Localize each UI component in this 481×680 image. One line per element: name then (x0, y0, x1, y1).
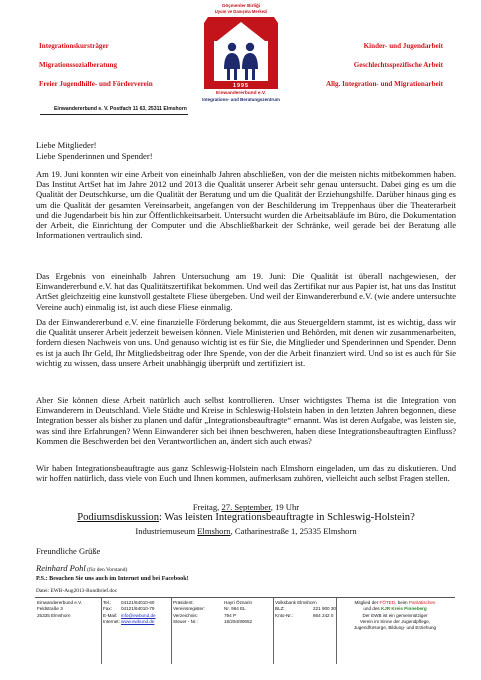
footer-phone: 04121/64010-60 (121, 600, 155, 605)
footer-separator-3 (273, 598, 274, 664)
event-date-day: 27. September (221, 502, 271, 512)
file-reference: Datei: EWB-Aug2013-Rundbrief.doc (36, 588, 118, 594)
event-title (36, 512, 456, 523)
footer-membership-line-1: Mitglied der FÖTED, beim Paritätischen (354, 600, 436, 605)
footer-label-internet: Internet: (103, 618, 120, 624)
footer-contact-values (121, 600, 156, 625)
footer-membership-line-4: Verein im Sinne der Jugendpflege, (359, 618, 431, 624)
logo-bottom-line-1: Einwandererbund e.V. (216, 91, 266, 96)
footer-membership-line-2: und des KJR Kreis Pinneberg (363, 606, 427, 612)
footer-bank-labels (275, 600, 317, 619)
header-left-line-3: Freier Jugendhilfe- und Förderverein (39, 80, 153, 88)
footer-address-line-3: 25335 Elmshorn (37, 612, 71, 618)
footer-contact-labels (103, 600, 120, 625)
signature-name: Reinhard Pohl (36, 563, 86, 573)
footer-address-line-2: Feldstraße 3 (37, 606, 63, 612)
event-venue-address: , Catharinestraße 1, 25335 Elmshorn (230, 526, 357, 536)
footer-separator-2 (171, 598, 172, 664)
footer-label-account: Knto-Nr.: (275, 612, 294, 618)
postscript: P.S.: Besuchen Sie uns auch im Internet und bei Facebook! (36, 576, 189, 582)
footer-email-link[interactable]: info@ewbund.de (121, 612, 156, 618)
footer-membership (339, 600, 451, 631)
footer-bank-values (313, 600, 336, 619)
footer-label-directory: Verzeichnis: (173, 612, 198, 618)
event-date-time: , 19 Uhr (270, 502, 300, 512)
paragraph-3: Da der Einwandererbund e.V. eine finanzielle Förderung bekommt, die aus Steuergeldern stammt, ist es wichtig, dass wir die Qualität unserer Arbeit jederzeit beweisen können. Viele Ministerien und Behörden, mit denen wir zusammenarbeiten, fordern diesen Nachweis von uns. Und genauso wichtig ist es für Sie, die Mitglieder und Spenderinnen und Spender. Denn es ist ja auch Ihr Geld, Ihr Mitgliedsbeitrag oder Ihre Spende, von der die Arbeit finanziert wird. Und so ist es auch für Sie wichtig zu wissen, dass unsere Arbeit unabhängig überprüft und zertifiziert ist. (36, 317, 456, 368)
footer-separator-1 (101, 598, 102, 664)
salutation-members: Liebe Mitglieder! (36, 140, 97, 150)
footer-account: 864 242 0 (313, 612, 334, 618)
footer-president: Hayri Öznarin (224, 600, 253, 605)
footer-label-phone: Tel.: (103, 600, 112, 605)
event-venue-prefix: Industriemuseum (135, 526, 198, 536)
signature (36, 563, 127, 573)
paragraph-4: Aber Sie können diese Arbeit natürlich auch selbst kontrollieren. Unser wichtigstes Thema ist die Integration von Einwanderern in Deutschland. Viele Städte und Kreise in Schleswig-Holstein haben in den letzten Jahren begonnen, diese Integration besser als bisher zu planen und dafür „Integrationsbeauftragte“ ernannt. Was ist deren Aufgabe, was leisten sie, was sind ihre Erfahrungen? Wenn Einwanderer sich bei ihnen beschweren, haben diese Integrationsbeauftragten Einfluss? Kommen die Beschwerden bei den Verantwortlichen an, ändert sich auch etwas? (36, 395, 456, 446)
event-title-type: Podiumsdiskussion (77, 512, 160, 523)
signature-role: (für den Vorstand) (85, 567, 128, 573)
event-date-prefix: Freitag, (192, 502, 222, 512)
logo-top-line-2: Uyum ve Danışma Merkezi (214, 9, 268, 14)
paragraph-1: Am 19. Juni konnten wir eine Arbeit von eineinhalb Jahren abschließen, von der die meisten nichts mitbekommen haben. Das Institut ArtSet hat im Jahre 2012 und 2013 die Qualität unserer Arbeit sehr genau untersucht. Dabei ging es um die Qualität der Deutschkurse, um die Qualität der Beratung und um die Qualität der Erziehungshilfe. Darüber hinaus ging es um die Qualität der gesamten Vereinsarbeit, angefangen von der Beschilderung im Treppenhaus über die Theaterarbeit und die Jugendarbeit bis hin zur Öffentlichkeitsarbeit. Untersucht wurden die Arbeitsabläufe im Büro, die Dokumentation der Arbeit, die Einrichtung der Computer und die Abschließbarkeit der Schränke, weil gerade bei der Beratung alle Informationen vertraulich sind. (36, 169, 456, 241)
event-venue (36, 526, 456, 536)
organization-logo (182, 3, 300, 103)
logo-bottom-line-2: Integrations- und Beratungszentrum (202, 97, 280, 102)
footer-label-blz: BLZ: (275, 606, 285, 612)
footer-label-tax: Steuer - Nr.: (173, 618, 198, 624)
footer-label-register: Vereinsregister: (173, 606, 205, 612)
footer-address-line-1: Einwandererbund e.V. (37, 600, 83, 605)
footer-divider (35, 597, 455, 598)
salutation-donors: Liebe Spenderinnen und Spender! (36, 151, 153, 161)
paragraph-5: Wir haben Integrationsbeauftragte aus ganz Schleswig-Holstein nach Elmshorn eingeladen, um das zu diskutieren. Und wir hoffen natürlich, dass viele von Euch und Ihnen kommen, aufmerksam zuhören, vielleicht auch selbst Fragen stellen. (36, 463, 456, 484)
footer-bank-name: Volksbank Elmshorn (275, 600, 317, 605)
footer-label-president: Präsident: (173, 600, 194, 605)
closing-greeting: Freundliche Grüße (36, 546, 101, 556)
sender-line: Einwandererbund e. V. Postfach 11 63, 25311 Elmshorn (54, 106, 187, 112)
footer-label-fax: Fax: (103, 606, 112, 612)
footer-website-link[interactable]: www.ewbund.de (121, 618, 155, 624)
event-title-topic: : Was leisten Integrationsbeauftragte in Schleswig-Holstein? (159, 512, 415, 523)
footer-legal-labels (173, 600, 205, 625)
footer-fax: 04121/64010-79 (121, 606, 155, 612)
footer-separator-4 (336, 598, 337, 664)
footer-membership-line-3: Der EWB ist ein gemeinnütziger (362, 612, 428, 618)
header-left-line-1: Integrationskursträger (39, 42, 109, 50)
footer-tax-number: 18/294/80652 (224, 618, 253, 624)
footer-address (37, 600, 82, 619)
footer-legal-values (224, 600, 252, 625)
header-right-line-3: Allg. Integration- und Migrationarbeit (325, 80, 443, 88)
header-right-line-1: Kinder- und Jugendarbeit (363, 42, 443, 50)
paragraph-2: Das Ergebnis von eineinhalb Jahren Untersuchung am 19. Juni: Die Qualität ist überall nachgewiesen, der Einwandererbund e.V. hat das Qualitätszertifikat bekommen. Und weil das Zertifikat nur aus Papier ist, hat uns das Institut ArtSet gleichzeitig eine kunstvoll gestaltete Fliese übergeben. Und weil der Einwandererbund e.V. (wie andere untersuchte Vereine auch) einmalig ist, ist auch diese Fliese einmalig. (36, 271, 457, 312)
event-date (36, 502, 456, 512)
sender-divider (40, 114, 188, 115)
footer-blz: 221 900 30 (313, 606, 336, 612)
logo-top-line-1: Göçmenler Birliği (221, 3, 261, 8)
footer-membership-line-5: Jugendfürsorge, Bildung- und Erziehung (353, 625, 437, 631)
logo-year: 1995 (233, 83, 249, 89)
header-right-line-2: Geschlechtsspezifische Arbeit (353, 61, 443, 69)
footer-register: Nr. 964 EL (224, 606, 246, 612)
footer-directory: 794 P (224, 612, 237, 618)
footer-label-email: E-Mail: (103, 612, 118, 618)
header-left-line-2: Migrationssozialberatung (39, 61, 118, 69)
event-venue-city: Elmshorn (197, 526, 231, 536)
